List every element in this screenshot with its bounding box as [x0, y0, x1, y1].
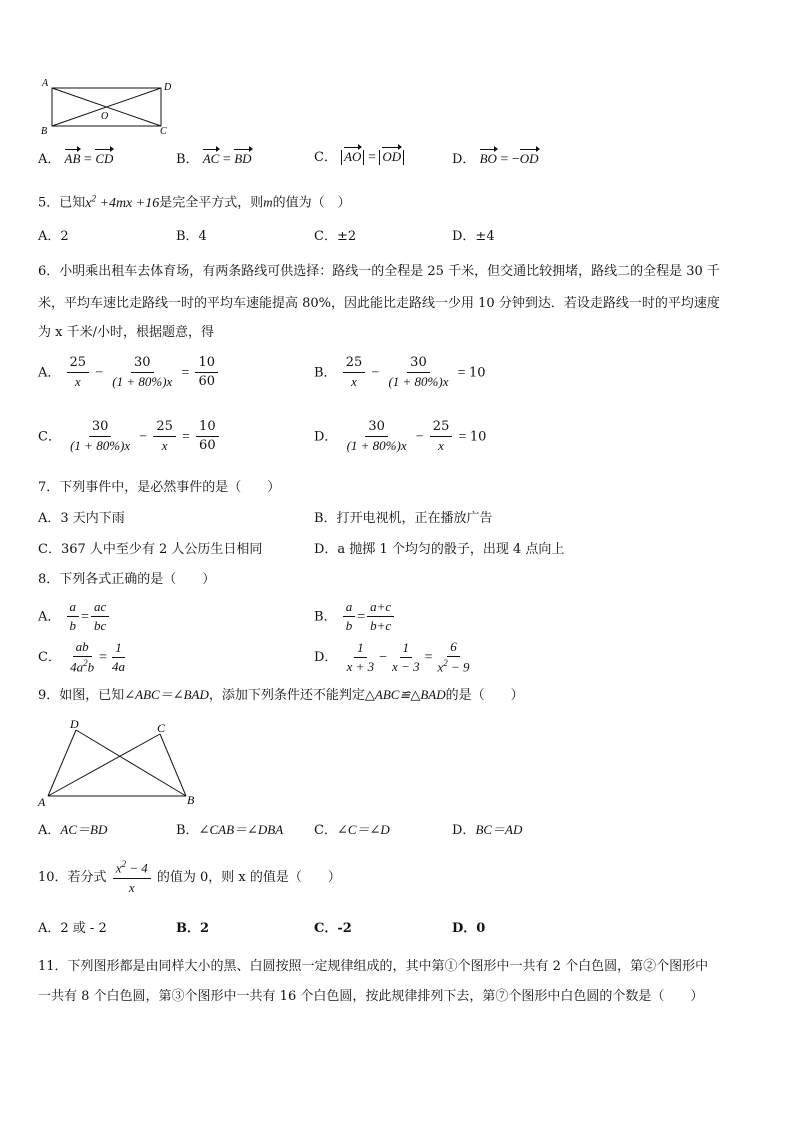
q10-option-c: C．-2: [314, 921, 352, 936]
q5-option-c: C．±2: [314, 229, 357, 244]
numerator: 10: [195, 356, 218, 373]
stem-text: 的值为 0，则 x 的值是（ ）: [156, 869, 341, 885]
option-label: B．: [176, 152, 199, 167]
q9-option-d: [452, 823, 522, 837]
q5-option-b: B．4: [176, 229, 207, 244]
q10-option-b: B．2: [176, 921, 210, 936]
denominator: (1 + 80%)x: [112, 374, 173, 390]
numerator: 30: [407, 356, 430, 373]
vertex-a: A: [42, 78, 49, 89]
denominator: x: [161, 438, 168, 454]
option-label: B．: [314, 609, 337, 625]
option-text: BC＝AD: [475, 822, 523, 837]
q11-line-1: 11．下列图形都是由同样大小的黑、白圆按照一定规律组成的，其中第①个图形中一共有 2 个白色圆，第②个图形中: [38, 959, 709, 974]
stem-text: 的是（ ）: [445, 688, 524, 703]
denominator: x: [351, 374, 357, 390]
option-label: C．: [314, 823, 337, 838]
q9-option-a: [38, 823, 107, 837]
option-text: AC＝BD: [60, 822, 108, 837]
variable-m: m: [263, 194, 273, 210]
q7-option-d: D．a 抛掷 1 个均匀的骰子，出现 4 点向上: [314, 542, 565, 557]
option-label: A．: [38, 823, 61, 838]
q8-option-c: C． $\frac{ab}{4a^2b}$ = $\frac{1}{4a}$: [38, 639, 125, 675]
vertex-d: D: [164, 82, 172, 93]
q4-option-b: B． AC = BD: [176, 151, 252, 167]
vector-ac: AC: [202, 151, 220, 166]
q6-line-3: 为 x 千米/小时，根据题意，得: [38, 325, 214, 340]
vertex-a: A: [38, 795, 46, 808]
denominator: x: [438, 438, 444, 454]
option-label: C．: [38, 649, 61, 665]
q7-option-c: C．367 人中至少有 2 人公历生日相同: [38, 542, 263, 557]
q9-option-c: [314, 823, 390, 837]
vector-ab: AB: [64, 151, 81, 166]
numerator: 30: [89, 420, 112, 437]
q8-option-d: D． $\frac{1}{x + 3}$ − $\frac{1}{x - 3}$ = $\frac{6}{x^2 - 9}$: [314, 639, 470, 675]
option-label: D．: [314, 649, 338, 665]
vertex-d: D: [70, 717, 79, 731]
q6-option-b: B． $\frac{25}{x}$ − $\frac{30}{(1 + 80\%)x}$ = 10: [314, 355, 486, 390]
quadrilateral-figure: [36, 716, 206, 808]
numerator: 10: [196, 420, 219, 437]
result-value: 10: [469, 365, 486, 381]
numerator: 25: [153, 420, 176, 437]
q5-expression: $x^2 +4mx +16$: [85, 193, 160, 211]
numerator: 25: [430, 420, 453, 437]
q5-stem: [38, 194, 351, 211]
vector-bo: BO: [479, 151, 497, 166]
q4-option-d: D． BO = −OD: [452, 151, 539, 167]
option-text: ∠CAB＝∠DBA: [198, 822, 284, 837]
stem-text: ，添加下列条件还不能判定: [208, 688, 365, 703]
option-label: A．: [38, 152, 61, 167]
stem-text: 5．已知: [38, 195, 86, 211]
vertex-b: B: [41, 126, 48, 137]
numerator: 30: [365, 420, 388, 437]
q6-option-c: C． $\frac{30}{(1 + 80\%)x}$ − $\frac{25}{x}$ = $\frac{10}{60}$: [38, 420, 221, 454]
option-label: D．: [452, 152, 476, 167]
q7-stem: 7．下列事件中，是必然事件的是（ ）: [38, 480, 281, 495]
option-label: B．: [314, 365, 337, 381]
q8-option-b: B． $\frac{a}{b}$ = $\frac{a+c}{b+c}$: [314, 600, 396, 634]
option-text: ∠C＝∠D: [336, 822, 390, 837]
option-label: B．: [176, 823, 199, 838]
vector-cd: CD: [95, 151, 114, 166]
q6-line-1: 6．小明乘出租车去体育场，有两条路线可供选择：路线一的全程是 25 千米，但交通比较拥堵，路线二的全程是 30 千: [38, 264, 720, 279]
option-label: D．: [452, 823, 476, 838]
option-label: A．: [38, 365, 61, 381]
q7-option-a: A．3 天内下雨: [38, 511, 125, 526]
q4-option-c: C． AO = OD: [314, 150, 404, 165]
vector-ao: AO: [344, 149, 362, 164]
denominator: 60: [198, 374, 216, 390]
q8-stem: 8．下列各式正确的是（ ）: [38, 572, 216, 587]
vertex-b: B: [187, 793, 195, 807]
q10-option-a: A．2 或 - 2: [38, 921, 107, 936]
vertex-c: C: [160, 126, 167, 137]
stem-text: 10．若分式: [38, 869, 107, 885]
option-label: C．: [38, 429, 61, 445]
q5-option-a: A．2: [38, 229, 69, 244]
option-label: C．: [314, 150, 337, 165]
q6-line-2: 米，平均车速比走路线一时的平均车速能提高 80%，因此能比走路线一少用 10 分钟到达．若设走路线一时的平均速度: [38, 296, 720, 311]
vector-bd: BD: [234, 151, 252, 166]
congruence-statement: △ABC≌△BAD: [364, 687, 446, 702]
numerator: 25: [67, 356, 90, 373]
denominator: x: [74, 374, 81, 390]
vertex-c: C: [157, 721, 166, 735]
vector-od-neg: OD: [519, 151, 539, 166]
denominator: (1 + 80%)x: [70, 438, 131, 454]
option-label: D．: [314, 429, 338, 445]
q5-option-d: D．±4: [452, 229, 495, 244]
q8-option-a: A． $\frac{a}{b}$ = $\frac{ac}{bc}$: [38, 600, 111, 634]
q6-option-d: D． $\frac{30}{(1 + 80\%)x}$ − $\frac{25}{x}$ = 10: [314, 419, 487, 454]
numerator: 30: [131, 356, 154, 373]
q10-stem: 10．若分式 $\frac{x^2 - 4}{x}$ 的值为 0，则 x 的值是（ ）: [38, 859, 341, 895]
denominator: 60: [199, 438, 216, 454]
angle-condition: ∠ABC＝∠BAD: [124, 687, 209, 702]
numerator: 25: [343, 356, 366, 373]
stem-text: 的值为（ ）: [272, 195, 351, 211]
denominator: (1 + 80%)x: [388, 374, 449, 390]
q11-line-2: 一共有 8 个白色圆，第③个图形中一共有 16 个白色圆，按此规律排列下去，第⑦个图形中白色圆的个数是（ ）: [38, 989, 704, 1004]
option-label: A．: [38, 609, 61, 625]
q4-option-a: A． AB = CD: [38, 151, 114, 167]
q7-option-b: B．打开电视机，正在播放广告: [314, 511, 493, 526]
vector-od: OD: [382, 149, 402, 164]
stem-text: 9．如图，已知: [38, 688, 125, 703]
q10-option-d: D．0: [452, 921, 486, 936]
result-value: 10: [469, 429, 487, 445]
denominator: (1 + 80%)x: [346, 438, 407, 454]
q9-option-b: [176, 823, 283, 837]
q9-stem: [38, 688, 524, 702]
rectangle-figure: [38, 78, 178, 138]
center-o: O: [101, 111, 109, 122]
stem-text: 是完全平方式，则: [159, 195, 264, 211]
q6-option-a: A． $\frac{25}{x}$ − $\frac{30}{(1 + 80\%)x}$ = $\frac{10}{60}$: [38, 356, 220, 390]
